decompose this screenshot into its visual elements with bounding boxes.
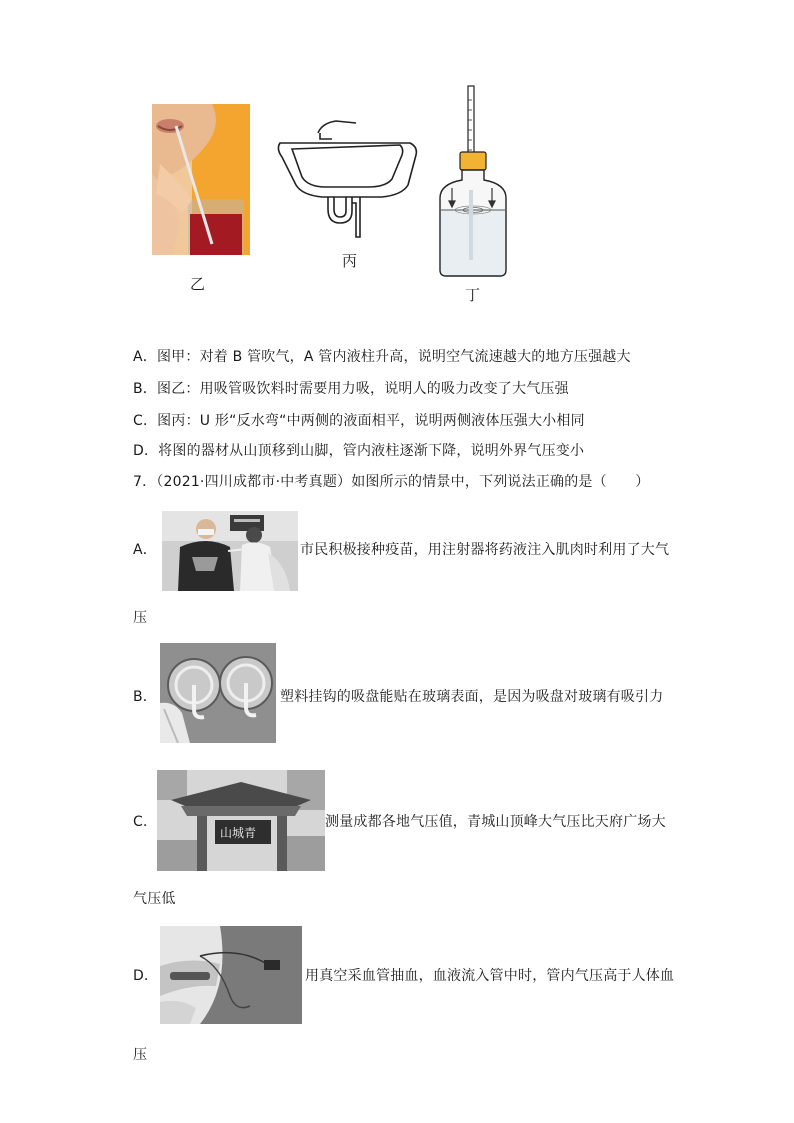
q7-option-a-label: A． [133,542,157,558]
q6-option-c: C．图丙：U 形“反水弯“中两侧的液面相平，说明两侧液体压强大小相同 [133,413,585,429]
q7-option-b-text: 塑料挂钩的吸盘能贴在玻璃表面，是因为吸盘对玻璃有吸引力 [280,689,664,705]
q7-option-d-text-line2: 压 [133,1047,148,1063]
caption-bing: 丙 [342,252,358,270]
qingcheng-gate-illustration [157,770,325,871]
figure-yi-straw-photo [152,104,250,255]
blood-collection-illustration [160,926,302,1024]
q6-option-b: B．图乙：用吸管吸饮料时需要用力吸，说明人的吸力改变了大气压强 [133,381,569,397]
gate-plaque-text: 山城青 [220,826,257,840]
figure-bing-sink [272,115,422,245]
q7-option-a-text-line1: 市民积极接种疫苗，用注射器将药液注入肌肉时利用了大气 [300,542,670,558]
q6-option-d: D．将图的器材从山顶移到山脚，管内液柱逐渐下降，说明外界气压变小 [133,443,585,459]
suction-hook-illustration [160,643,276,743]
q7-option-d-text-line1: 用真空采血管抽血，血液流入管中时，管内气压高于人体血 [305,968,675,984]
sink-u-trap-diagram [272,115,422,245]
q7-option-a-vaccine-photo [162,511,298,591]
q7-stem: 7．（2021·四川成都市·中考真题）如图所示的情景中，下列说法正确的是（ ） [133,474,650,490]
q7-option-c-text-line2: 气压低 [133,891,176,907]
caption-yi: 乙 [190,275,206,293]
straw-drinking-illustration [152,104,250,255]
caption-ding: 丁 [465,286,481,304]
bottle-barometer-diagram [432,80,514,280]
q7-option-d-label: D． [133,968,159,984]
q7-option-c-mountain-gate-photo [157,770,325,871]
q7-option-a-text-line2: 压 [133,610,148,626]
q7-option-d-blood-draw-photo [160,926,302,1024]
q7-option-c-label: C． [133,814,158,830]
q7-option-c-text-line1: 测量成都各地气压值，青城山顶峰大气压比天府广场大 [325,814,666,830]
q7-option-b-suction-hook-photo [160,643,276,743]
q6-option-a: A．图甲：对着 B 管吹气，A 管内液柱升高，说明空气流速越大的地方压强越大 [133,349,631,365]
vaccination-photo-illustration [162,511,298,591]
q7-option-b-label: B． [133,689,158,705]
figure-ding-bottle [432,80,514,280]
